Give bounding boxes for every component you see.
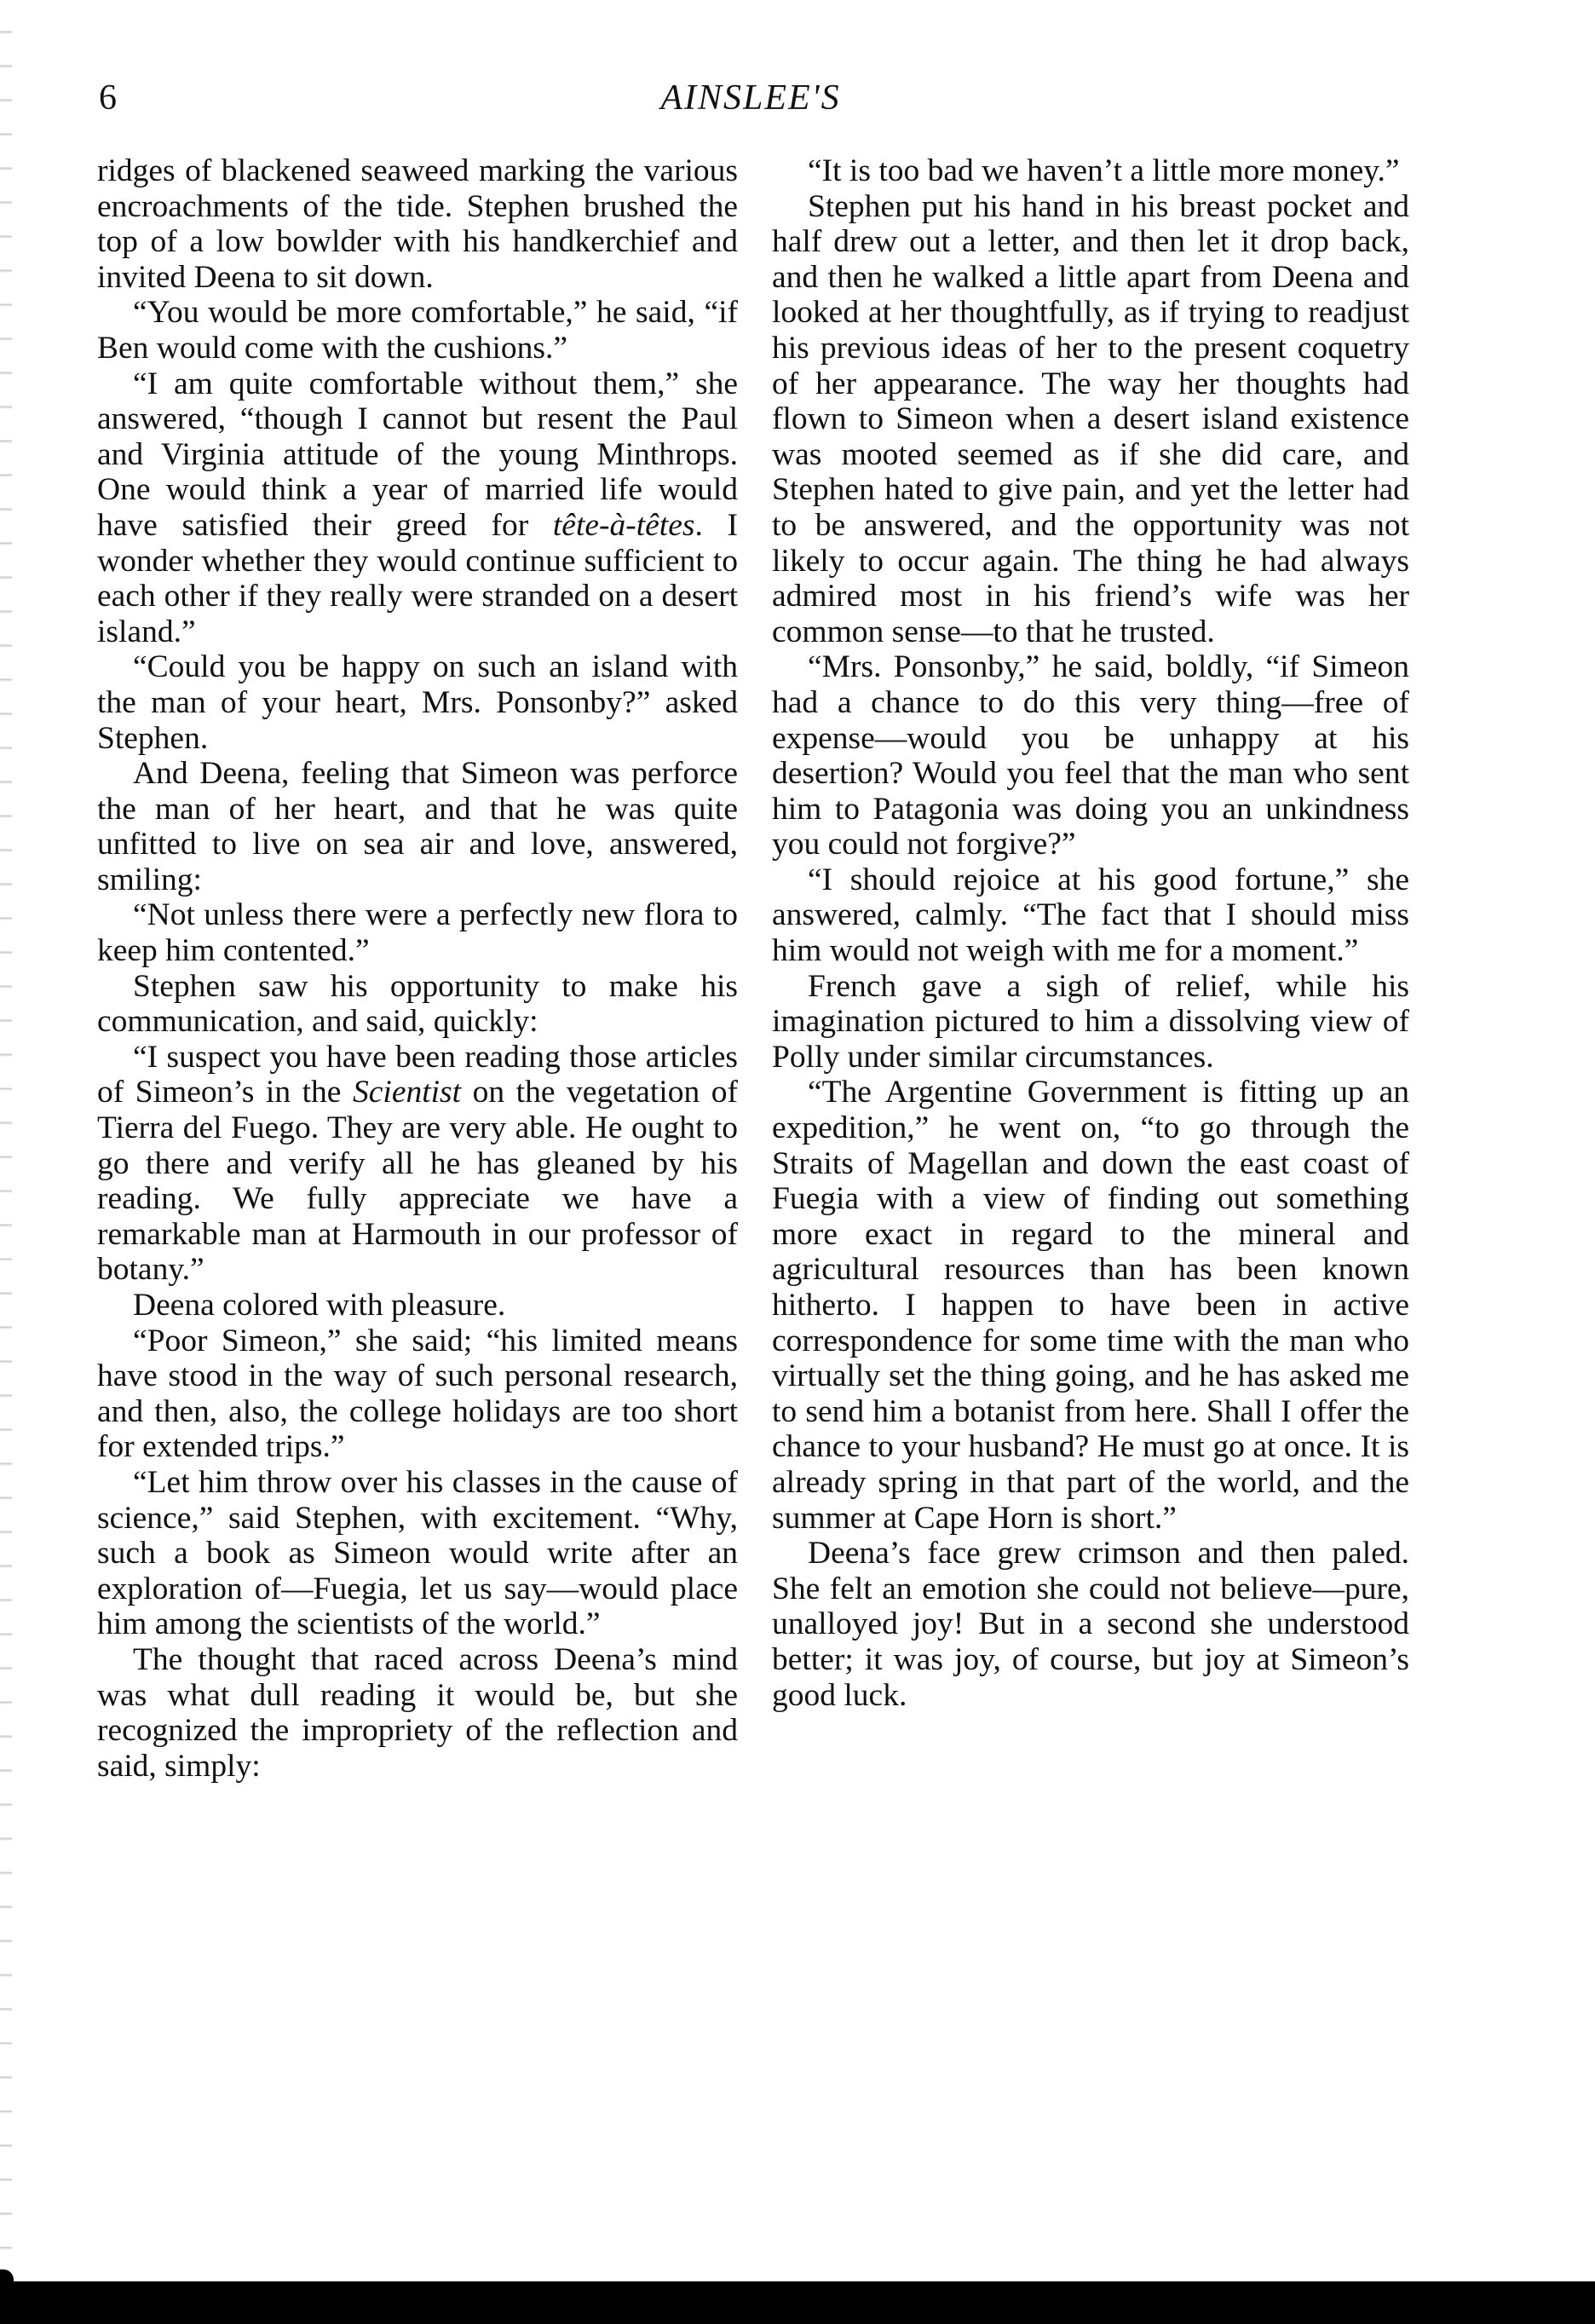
paragraph: Deena’s face grew crimson and then paled. She felt an emotion she could not believe—pure, unalloyed joy! But in a second she understood better; it was joy, of course, but joy at Simeon’s good luck.	[772, 1536, 1409, 1713]
paragraph: “Mrs. Ponsonby,” he said, boldly, “if Simeon had a chance to do this very thing—free of expense—would you be unhappy at his desertion? Would you feel that the man who sent him to Patagonia was doing you an unkindness you could not forgive?”	[772, 649, 1409, 862]
paragraph: “Not unless there were a perfectly new flora to keep him contented.”	[97, 897, 738, 969]
paragraph: “Could you be happy on such an island with the man of your heart, Mrs. Ponsonby?” asked Stephen.	[97, 649, 738, 756]
paragraph: “It is too bad we haven’t a little more money.”	[808, 153, 1400, 188]
paragraph	[97, 366, 738, 650]
paragraph-text: “I am quite comfortable without them,” she answered, “though I cannot but resent the Paul and Virginia attitude of the young Minthrops. One would think a year of married life would have satisfied their greed for	[97, 366, 738, 543]
paragraph: The thought that raced across Deena’s mind was what dull reading it would be, but she recognized the impropriety of the reflection and said, simply:	[97, 1641, 738, 1784]
left-column	[97, 153, 738, 1784]
paragraph-text: “I suspect you have been reading those articles of Simeon’s in the	[97, 1039, 738, 1110]
paragraph: “Poor Simeon,” she said; “his limited means have stood in the way of such personal research, and then, also, the college holidays are too short for extended trips.”	[97, 1323, 738, 1465]
paragraph: “The Argentine Government is fitting up an expedition,” he went on, “to go through the Straits of Magellan and down the east coast of Fuegia with a view of finding out something more exact in regard to the mineral and agricultural resources than has been known hitherto. I happen to have been in active correspondence for some time with the man who virtually set the thing going, and he has asked me to send him a botanist from here. Shall I offer the chance to your husband? He must go at once. It is already spring in that part of the world, and the summer at Cape Horn is short.”	[772, 1075, 1409, 1536]
paragraph: French gave a sigh of relief, while his imagination pictured to him a dissolving view of Polly under similar circumstances.	[772, 968, 1409, 1075]
magazine-title: AINSLEE'S	[660, 78, 841, 118]
paragraph-text: . I wonder whether they would continue sufficient to each other if they really were stranded on a desert island.”	[97, 507, 738, 649]
paragraph: “I should rejoice at his good fortune,” she answered, calmly. “The fact that I should miss him would not weigh with me for a moment.”	[772, 862, 1409, 969]
paragraph: “You would be more comfortable,” he said, “if Ben would come with the cushions.”	[97, 295, 738, 366]
paragraph: And Deena, feeling that Simeon was perforce the man of her heart, and that he was quite unfitted to live on sea air and love, answered, smiling:	[97, 756, 738, 897]
scan-edge-artifact	[0, 0, 12, 2275]
paragraph: Stephen put his hand in his breast pocket and half drew out a letter, and then let it drop back, and then he walked a little apart from Deena and looked at her thoughtfully, as if trying to readjust his previous ideas of her to the present coquetry of her appearance. The way her thoughts had flown to Simeon when a desert island existence was mooted seemed as if she did care, and Stephen hated to give pain, and yet the letter had to be answered, and the opportunity was not likely to occur again. The thing he had always admired most in his friend’s wife was her common sense—to that he trusted.	[772, 188, 1409, 649]
italic-phrase: Scientist	[353, 1075, 462, 1110]
italic-phrase: tête-à-têtes	[552, 507, 695, 543]
page-number: 6	[99, 78, 117, 118]
paragraph: “Let him throw over his classes in the cause of science,” said Stephen, with excitement. “Why, such a book as Simeon would write after an exploration of—Fuegia, let us say—would place him among the scientists of the world.”	[97, 1464, 738, 1642]
paragraph	[97, 1040, 738, 1288]
right-column	[772, 153, 1409, 1713]
scan-bottom-border	[0, 2281, 1595, 2324]
paragraph: ridges of blackened seaweed marking the various encroachments of the tide. Stephen brushed the top of a low bowlder with his handkerchief and invited Deena to sit down.	[97, 153, 738, 295]
running-head	[0, 78, 1595, 118]
paragraph: Deena colored with pleasure.	[133, 1288, 506, 1323]
paragraph: Stephen saw his opportunity to make his communication, and said, quickly:	[97, 968, 738, 1040]
paragraph-text: on the vegetation of Tierra del Fuego. They are very able. He ought to go there and verify all he has gleaned by his reading. We fully appreciate we have a remarkable man at Harmouth in our professor of botany.”	[97, 1075, 738, 1288]
